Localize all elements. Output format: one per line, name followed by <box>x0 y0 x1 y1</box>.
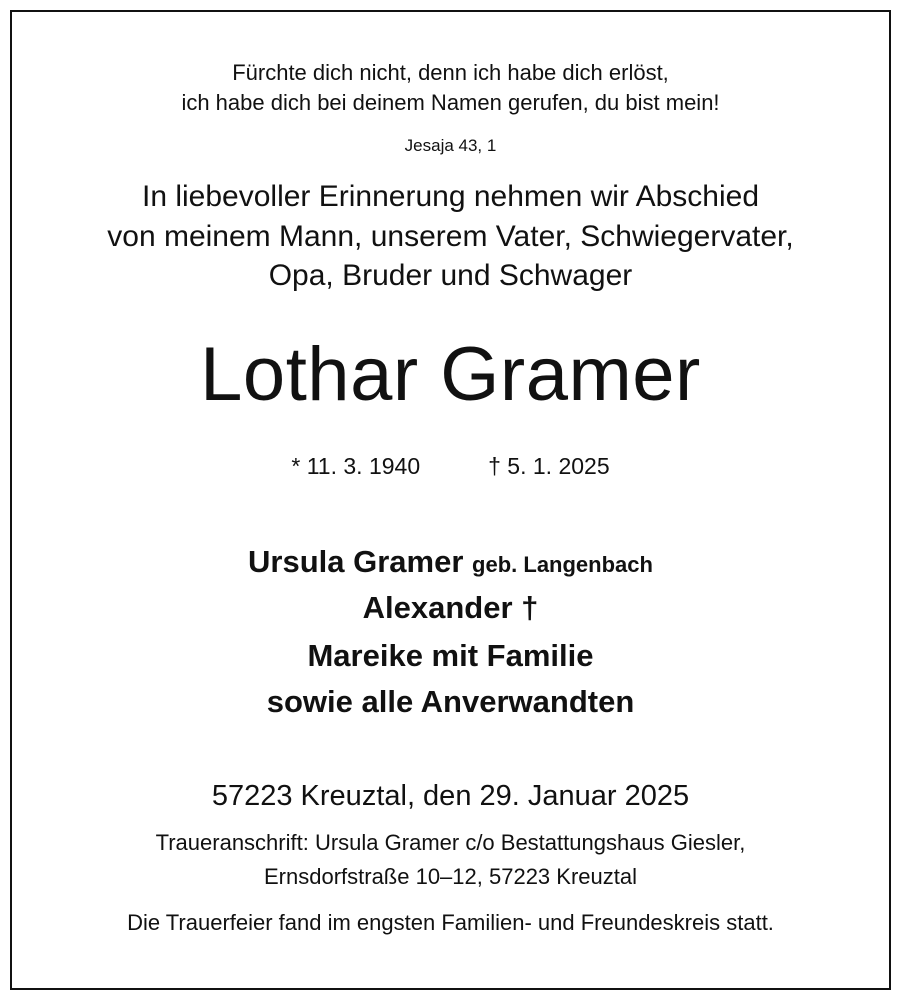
mourner-relatives: sowie alle Anverwandten <box>266 684 635 719</box>
mourner-child-1: Alexander † <box>362 590 539 625</box>
birth-date: * 11. 3. 1940 <box>291 453 421 479</box>
intro-line-2: von meinem Mann, unserem Vater, Schwiegervater, <box>107 220 794 253</box>
spouse-name: Ursula Gramer <box>248 544 464 579</box>
death-date: † 5. 1. 2025 <box>488 453 610 479</box>
bible-verse-line-1: Fürchte dich nicht, denn ich habe dich erlöst, <box>232 60 669 85</box>
life-dates <box>0 455 901 478</box>
bible-verse-reference: Jesaja 43, 1 <box>404 136 497 155</box>
funeral-note: Die Trauerfeier fand im engsten Familien- und Freundeskreis statt. <box>127 910 774 935</box>
deceased-name: Lothar Gramer <box>200 332 701 417</box>
spouse-maiden-name: geb. Langenbach <box>472 552 653 577</box>
mourning-address-line-2: Ernsdorfstraße 10–12, 57223 Kreuztal <box>263 864 637 889</box>
bible-verse-line-2: ich habe dich bei deinem Namen gerufen, du bist mein! <box>181 90 720 115</box>
intro-line-1: In liebevoller Erinnerung nehmen wir Abschied <box>141 180 760 213</box>
place-and-date: 57223 Kreuztal, den 29. Januar 2025 <box>211 780 690 812</box>
mourner-spouse <box>0 546 901 577</box>
mourner-child-2: Mareike mit Familie <box>307 638 594 673</box>
mourning-address-line-1: Traueranschrift: Ursula Gramer c/o Bestattungshaus Giesler, <box>155 830 746 855</box>
intro-line-3: Opa, Bruder und Schwager <box>268 259 633 292</box>
